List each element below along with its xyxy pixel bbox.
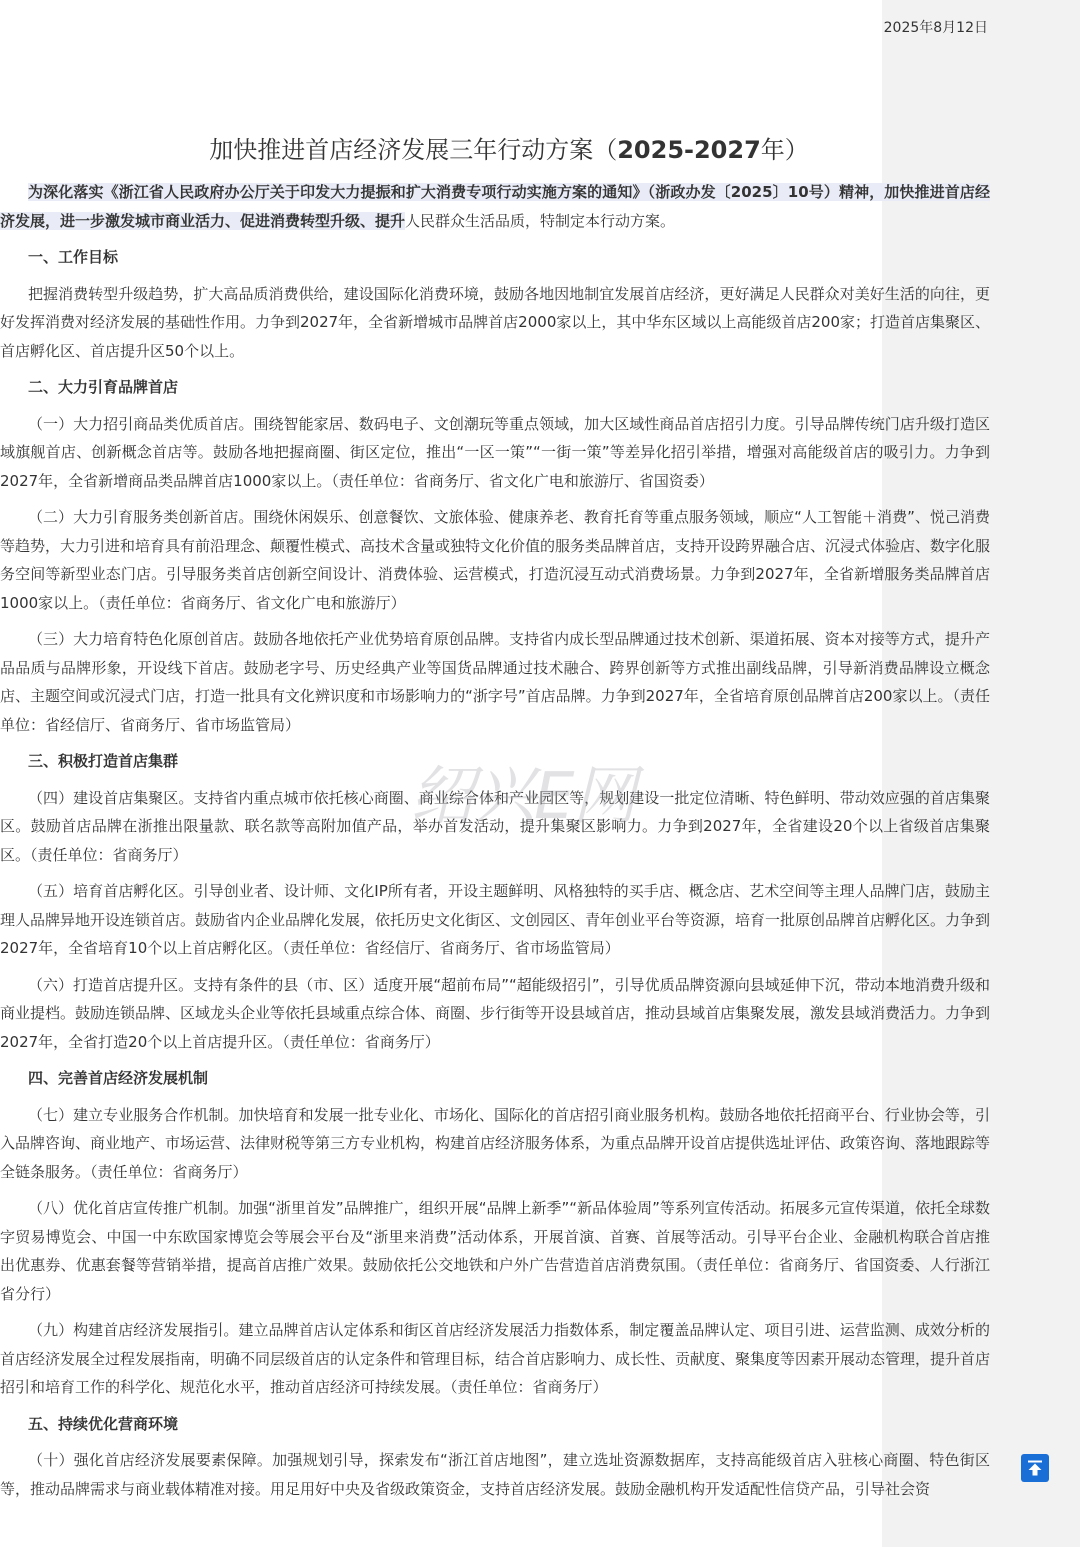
paragraph: （五）培育首店孵化区。引导创业者、设计师、文化IP所有者，开设主题鲜明、风格独特的买手店、概念店、艺术空间等主理人品牌门店，鼓励主理人品牌异地开设连锁首店。鼓励省内企业品牌化发展，依托历史文化街区、文创园区、青年创业平台等资源，培育一批原创品牌首店孵化区。力争到2027年，全省培育10个以上首店孵化区。（责任单位：省经信厅、省商务厅、省市场监管局）: [0, 882, 991, 957]
section-heading-2: 二、大力引育品牌首店: [28, 378, 179, 396]
section-heading-4: 四、完善首店经济发展机制: [28, 1069, 209, 1087]
back-to-top-button[interactable]: [1021, 1454, 1049, 1482]
section-heading-3: 三、积极打造首店集群: [28, 752, 179, 770]
site-watermark: 绍兴E网: [410, 760, 635, 834]
title-suffix: 年）: [760, 136, 809, 164]
paragraph: （四）建设首店集聚区。支持省内重点城市依托核心商圈、商业综合体和产业园区等，规划建设一批定位清晰、特色鲜明、带动效应强的首店集聚区。鼓励首店品牌在浙推出限量款、联名款等高附加值产品，举办首发活动，提升集聚区影响力。力争到2027年，全省建设20个以上省级首店集聚区。（责任单位：省商务厅）: [0, 788, 990, 864]
paragraph: （八）优化首店宣传推广机制。加强“浙里首发”品牌推广，组织开展“品牌上新季”“新品体验周”等系列宣传活动。拓展多元宣传渠道，依托全球数字贸易博览会、中国一中东欧国家博览会等展会平台及“浙里来消费”活动体系，开展首演、首赛、首展等活动。引导平台企业、金融机构联合首店推出优惠券、优惠套餐等营销举措，提高首店推广效果。鼓励依托公交地铁和户外广告营造首店消费氛围。（责任单位：省商务厅、省国资委、人行浙江省分行）: [0, 1199, 990, 1303]
paragraph: （七）建立专业服务合作机制。加快培育和发展一批专业化、市场化、国际化的首店招引商业服务机构。鼓励各地依托招商平台、行业协会等，引入品牌咨询、商业地产、市场运营、法律财税等第三方专业机构，构建首店经济服务体系，为重点品牌开设首店提供选址评估、政策咨询、落地跟踪等全链条服务。（责任单位：省商务厅）: [0, 1105, 991, 1181]
publish-date: 2025年8月12日: [883, 20, 988, 36]
page-title: [0, 130, 1018, 165]
paragraph: （三）大力培育特色化原创首店。鼓励各地依托产业优势培育原创品牌。支持省内成长型品牌通过技术创新、渠道拓展、资本对接等方式，提升产品品质与品牌形象，开设线下首店。鼓励老字号、历史经典产业等国货品牌通过技术融合、跨界创新等方式推出副线品牌，引导新消费品牌设立概念店、主题空间或沉浸式门店，打造一批具有文化辨识度和市场影响力的“浙字号”首店品牌。力争到2027年，全省培育原创品牌首店200家以上。（责任单位：省经信厅、省商务厅、省市场监管局）: [0, 630, 990, 734]
paragraph: （九）构建首店经济发展指引。建立品牌首店认定体系和街区首店经济发展活力指数体系，制定覆盖品牌认定、项目引进、运营监测、成效分析的首店经济发展全过程发展指南，明确不同层级首店的认定条件和管理目标，结合首店影响力、成长性、贡献度、聚集度等因素开展动态管理，提升首店招引和培育工作的科学化、规范化水平，推动首店经济可持续发展。（责任单位：省商务厅）: [0, 1321, 991, 1396]
title-years: 2025-2027: [617, 136, 761, 164]
section-heading-5: 五、持续优化营商环境: [28, 1414, 179, 1433]
paragraph: （十）强化首店经济发展要素保障。加强规划引导，探索发布“浙江首店地图”，建立选址资源数据库，支持高能级首店入驻核心商圈、特色街区等，推动品牌需求与商业载体精准对接。用足用好中央及省级政策资金，支持首店经济发展。鼓励金融机构开发适配性信贷产品，引导社会资: [0, 1451, 990, 1498]
title-prefix: 加快推进首店经济发展三年行动方案（: [209, 136, 618, 164]
arrow-up-icon: [1026, 1459, 1044, 1477]
paragraph: （一）大力招引商品类优质首店。围绕智能家居、数码电子、文创潮玩等重点领域，加大区域性商品首店招引力度。引导品牌传统门店升级打造区域旗舰首店、创新概念首店等。鼓励各地把握商圈、街区定位，推出“一区一策”“一街一策”等差异化招引举措，增强对高能级首店的吸引力。力争到2027年，全省新增商品类品牌首店1000家以上。（责任单位：省商务厅、省文化广电和旅游厅、省国资委）: [0, 414, 990, 490]
intro-rest-text: 人民群众生活品质，特制定本行动方案。: [405, 211, 676, 230]
article-body: [0, 178, 990, 1511]
intro-paragraph: [0, 178, 990, 235]
paragraph: 把握消费转型升级趋势，扩大高品质消费供给，建设国际化消费环境，鼓励各地因地制宜发展首店经济，更好满足人民群众对美好生活的向往，更好发挥消费对经济发展的基础性作用。力争到2027年，全省新增城市品牌首店2000家以上，其中华东区域以上高能级首店200家；打造首店集聚区、首店孵化区、首店提升区50个以上。: [0, 284, 990, 360]
section-heading-1: 一、工作目标: [28, 248, 119, 266]
paragraph: （六）打造首店提升区。支持有条件的县（市、区）适度开展“超前布局”“超能级招引”，引导优质品牌资源向县域延伸下沉，带动本地消费升级和商业提档。鼓励连锁品牌、区域龙头企业等依托县域重点综合体、商圈、步行街等开设县域首店，推动县域首店集聚发展，激发县域消费活力。力争到2027年，全省打造20个以上首店提升区。（责任单位：省商务厅）: [0, 975, 991, 1051]
paragraph: （二）大力引育服务类创新首店。围绕休闲娱乐、创意餐饮、文旅体验、健康养老、教育托育等重点服务领域，顺应“人工智能＋消费”、悦己消费等趋势，大力引进和培育具有前沿理念、颠覆性模式、高技术含量或独特文化价值的服务类品牌首店，支持开设跨界融合店、沉浸式体验店、数字化服务空间等新型业态门店。引导服务类首店创新空间设计、消费体验、运营模式，打造沉浸互动式消费场景。力争到2027年，全省新增服务类品牌首店1000家以上。（责任单位：省商务厅、省文化广电和旅游厅）: [0, 508, 991, 612]
intro-bold-text: 为深化落实《浙江省人民政府办公厅关于印发大力提振和扩大消费专项行动实施方案的通知》（浙政办发〔2025〕10号）精神，加快推进首店经济发展，进一步激发城市商业活力、促进消费转型升级、提升: [0, 183, 990, 230]
